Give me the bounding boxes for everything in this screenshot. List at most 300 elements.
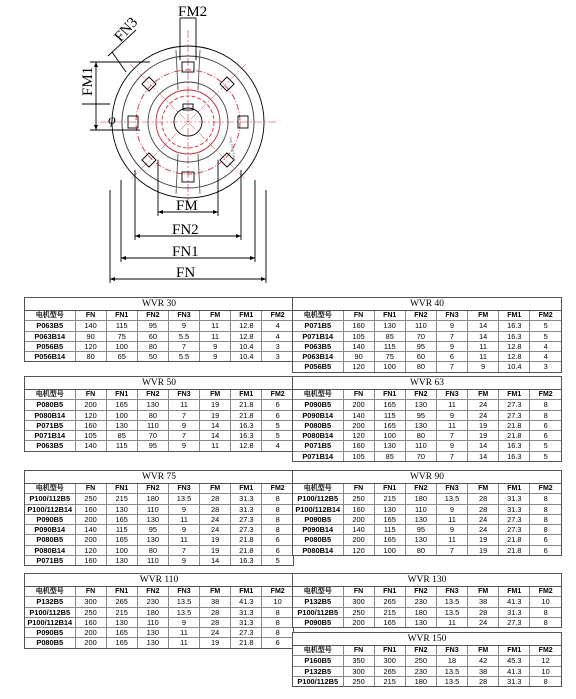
column-header: FN3 xyxy=(436,646,467,656)
dimension-cell: 230 xyxy=(137,597,168,607)
dimension-cell: 120 xyxy=(75,410,106,420)
motor-model-cell: P100/112B5 xyxy=(293,607,343,617)
dimension-cell: 9 xyxy=(436,504,467,514)
dimension-cell: 5 xyxy=(262,431,293,441)
label-phi: φ xyxy=(108,113,116,128)
label-fm: FM xyxy=(176,198,198,214)
dimension-cell: 11 xyxy=(436,420,467,430)
motor-model-cell: P071B5 xyxy=(293,321,343,331)
dimension-cell: 11 xyxy=(436,400,467,410)
dimension-cell: 160 xyxy=(343,441,374,451)
table-row xyxy=(293,535,561,545)
dimension-cell: 28 xyxy=(200,504,231,514)
dimension-cell: 130 xyxy=(405,514,436,524)
dimension-cell: 8 xyxy=(543,676,548,686)
dimension-cell: 230 xyxy=(405,597,436,607)
dimension-cell: 31.3 xyxy=(231,494,262,504)
spec-table xyxy=(292,632,562,687)
spec-table xyxy=(292,297,562,373)
dimension-cell: 105 xyxy=(343,451,374,461)
dimension-cell: 24 xyxy=(468,525,499,535)
dimension-cell: 42 xyxy=(468,656,499,666)
dimension-cell: 11 xyxy=(200,441,231,451)
dimension-cell: 38 xyxy=(200,597,231,607)
dimension-cell: 115 xyxy=(106,525,137,535)
dimension-cell: 31.3 xyxy=(499,504,530,514)
dimension-cell: 200 xyxy=(75,638,106,648)
dimension-cell: 165 xyxy=(374,400,405,410)
motor-model-cell: P071B14 xyxy=(25,431,75,441)
dimension-cell: 265 xyxy=(374,597,405,607)
table-row xyxy=(293,607,561,617)
dimension-cell: 110 xyxy=(405,321,436,331)
dimension-cell: 6 xyxy=(262,535,293,545)
dimension-cell: 140 xyxy=(343,341,374,351)
table-row xyxy=(25,638,293,648)
dimension-cell: 265 xyxy=(106,597,137,607)
dimension-cell: 5 xyxy=(530,321,561,331)
dimension-cell: 13.5 xyxy=(168,597,199,607)
dimension-cell: 70 xyxy=(405,331,436,341)
dimension-cell: 65 xyxy=(106,352,137,362)
dimension-cell: 31.3 xyxy=(499,494,530,504)
dimension-cell: 19 xyxy=(468,535,499,545)
dimension-cell: 75 xyxy=(374,352,405,362)
table-row xyxy=(293,494,561,504)
dimension-cell: 6 xyxy=(262,400,293,410)
dimension-cell: 85 xyxy=(106,431,137,441)
dimension-cell: 115 xyxy=(106,321,137,331)
spec-table xyxy=(24,376,294,452)
dimension-cell: 11 xyxy=(468,341,499,351)
dimension-cell: 11 xyxy=(168,535,199,545)
dimension-cell: 16.3 xyxy=(499,451,530,461)
dimension-cell: 8 xyxy=(530,607,561,617)
dimension-cell: 14 xyxy=(200,431,231,441)
spec-table xyxy=(292,573,562,628)
column-header: FN2 xyxy=(405,646,436,656)
motor-model-cell: P132B5 xyxy=(25,597,75,607)
dimension-cell: 27.3 xyxy=(499,400,530,410)
dimension-cell: 350 xyxy=(343,656,374,666)
column-header: FN2 xyxy=(405,484,436,494)
column-header: FN xyxy=(75,311,106,321)
dimension-cell: 8 xyxy=(530,514,561,524)
dimension-cell: 9 xyxy=(168,525,199,535)
motor-model-cell: P080B14 xyxy=(25,410,75,420)
dimension-cell: 28 xyxy=(200,607,231,617)
dimension-cell: 115 xyxy=(374,410,405,420)
dimension-cell: 215 xyxy=(374,494,405,504)
column-header: 电机型号 xyxy=(25,390,75,400)
dimension-cell: 16.3 xyxy=(231,556,262,566)
dimension-cell: 180 xyxy=(405,676,436,686)
table-header-row xyxy=(293,484,561,494)
dimension-cell: 115 xyxy=(106,441,137,451)
dimension-cell: 4 xyxy=(262,321,293,331)
motor-model-cell: P080B14 xyxy=(293,431,343,441)
motor-model-cell: P071B5 xyxy=(25,556,75,566)
dimension-cell: 5 xyxy=(262,420,293,430)
motor-model-cell: P056B14 xyxy=(25,352,75,362)
column-header: FN2 xyxy=(405,390,436,400)
dimension-cell: 24 xyxy=(468,410,499,420)
dimension-cell: 130 xyxy=(106,420,137,430)
column-header: FM1 xyxy=(231,311,262,321)
dimension-cell: 19 xyxy=(200,545,231,555)
table-row xyxy=(25,556,293,566)
dimension-cell: 9 xyxy=(200,352,231,362)
dimension-cell: 7 xyxy=(436,431,467,441)
dimension-cell: 11 xyxy=(168,514,199,524)
column-header: 电机型号 xyxy=(293,587,343,597)
table-title: WVR 63 xyxy=(293,377,561,390)
column-header: 电机型号 xyxy=(25,311,75,321)
column-header: FM2 xyxy=(530,390,561,400)
dimension-cell: 250 xyxy=(75,607,106,617)
dimension-cell: 27.3 xyxy=(231,628,262,638)
dimension-cell: 120 xyxy=(75,545,106,555)
dimension-cell: 95 xyxy=(137,525,168,535)
motor-model-cell: P090B5 xyxy=(25,628,75,638)
dimension-cell: 14 xyxy=(468,451,499,461)
dimension-cell: 250 xyxy=(405,656,436,666)
dimension-cell: 19 xyxy=(200,410,231,420)
dimension-cell: 9 xyxy=(200,341,231,351)
dimension-cell: 8 xyxy=(262,514,293,524)
column-header: FM1 xyxy=(231,587,262,597)
motor-model-cell: P063B14 xyxy=(25,331,75,341)
dimension-cell: 14 xyxy=(200,556,231,566)
dimension-cell: 10.4 xyxy=(231,341,262,351)
motor-model-cell: P071B14 xyxy=(293,331,343,341)
dimension-cell: 24 xyxy=(200,514,231,524)
dimension-cell: 19 xyxy=(200,400,231,410)
column-header: FN3 xyxy=(436,587,467,597)
table-row xyxy=(25,607,293,617)
table-row xyxy=(25,545,293,555)
dimension-cell: 165 xyxy=(374,535,405,545)
dimension-cell: 95 xyxy=(137,321,168,331)
dimension-cell: 21.8 xyxy=(499,545,530,555)
dimension-cell: 140 xyxy=(75,321,106,331)
dimension-cell: 21.8 xyxy=(231,410,262,420)
motor-model-cell: P090B5 xyxy=(293,400,343,410)
dimension-cell: 13.5 xyxy=(436,494,467,504)
dimension-cell: 130 xyxy=(405,420,436,430)
dimension-cell: 200 xyxy=(75,400,106,410)
dimension-cell: 24 xyxy=(200,628,231,638)
dimension-cell: 10 xyxy=(530,666,561,676)
dimension-cell: 80 xyxy=(137,410,168,420)
dimension-cell: 300 xyxy=(75,597,106,607)
dimension-cell: 14 xyxy=(468,441,499,451)
dimension-cell: 9 xyxy=(168,617,199,627)
motor-model-cell: P063B5 xyxy=(25,441,75,451)
motor-model-cell: P090B14 xyxy=(293,410,343,420)
dimension-cell: 12 xyxy=(530,656,561,666)
dimension-cell: 10 xyxy=(262,597,293,607)
dimension-cell: 160 xyxy=(75,556,106,566)
table-row xyxy=(293,451,561,461)
motor-model-cell: P056B5 xyxy=(25,341,75,351)
dimension-cell: 100 xyxy=(374,431,405,441)
dimension-cell: 21.8 xyxy=(231,638,262,648)
dimension-cell: 12.8 xyxy=(231,321,262,331)
dimension-cell: 8 xyxy=(262,504,293,514)
table-row xyxy=(25,514,293,524)
dimension-cell: 14 xyxy=(200,420,231,430)
dimension-cell: 6 xyxy=(262,545,293,555)
dimension-cell: 80 xyxy=(405,362,436,372)
motor-model-cell: P080B14 xyxy=(25,545,75,555)
table-row xyxy=(293,656,561,666)
column-header: FM xyxy=(200,587,231,597)
dimension-cell: 21.8 xyxy=(499,420,530,430)
column-header: FN3 xyxy=(436,390,467,400)
dimension-cell: 5 xyxy=(530,331,561,341)
dimension-cell: 4 xyxy=(262,331,293,341)
column-header: FM xyxy=(200,390,231,400)
table-header-row xyxy=(293,646,561,656)
dimension-cell: 31.3 xyxy=(499,607,530,617)
column-header: 电机型号 xyxy=(293,390,343,400)
column-header: FM xyxy=(200,484,231,494)
dimension-cell: 8 xyxy=(530,494,561,504)
dimension-cell: 120 xyxy=(343,362,374,372)
dimension-cell: 70 xyxy=(405,451,436,461)
table-row xyxy=(25,525,293,535)
dimension-cell: 180 xyxy=(405,607,436,617)
table-row xyxy=(293,400,561,410)
dimension-cell: 300 xyxy=(343,666,374,676)
dimension-cell: 130 xyxy=(374,441,405,451)
dimension-cell: 80 xyxy=(405,545,436,555)
dimension-cell: 6 xyxy=(275,638,280,648)
dimension-cell: 50 xyxy=(137,352,168,362)
dimension-cell: 70 xyxy=(137,431,168,441)
dimension-cell: 7 xyxy=(168,410,199,420)
dimension-cell: 19 xyxy=(468,431,499,441)
column-header: FN2 xyxy=(137,311,168,321)
dimension-cell: 7 xyxy=(436,362,467,372)
column-header: FM xyxy=(468,646,499,656)
motor-model-cell: P080B5 xyxy=(25,400,75,410)
table-row xyxy=(293,321,561,331)
table-row xyxy=(25,321,293,331)
dimension-cell: 130 xyxy=(137,628,168,638)
column-header: FN1 xyxy=(106,587,137,597)
dimension-cell: 5 xyxy=(530,441,561,451)
dimension-cell: 60 xyxy=(137,331,168,341)
dimension-cell: 85 xyxy=(374,451,405,461)
dimension-cell: 45.3 xyxy=(499,656,530,666)
dimension-cell: 110 xyxy=(137,617,168,627)
column-header: FN1 xyxy=(374,587,405,597)
dimension-cell: 6 xyxy=(530,431,561,441)
dimension-cell: 115 xyxy=(374,525,405,535)
dimension-cell: 9 xyxy=(168,321,199,331)
table-row xyxy=(25,504,293,514)
column-header: FN xyxy=(343,587,374,597)
dimension-cell: 215 xyxy=(374,607,405,617)
dimension-cell: 21.8 xyxy=(231,400,262,410)
dimension-cell: 8 xyxy=(262,494,293,504)
dimension-cell: 5.5 xyxy=(168,352,199,362)
motor-model-cell: P090B5 xyxy=(293,514,343,524)
table-title: WVR 75 xyxy=(25,471,293,484)
table-row xyxy=(25,441,293,451)
table-row xyxy=(25,617,293,627)
dimension-cell: 120 xyxy=(343,545,374,555)
dimension-cell: 10 xyxy=(530,597,561,607)
dimension-cell: 230 xyxy=(405,666,436,676)
dimension-cell: 100 xyxy=(106,341,137,351)
dimension-cell: 14 xyxy=(468,321,499,331)
dimension-cell: 19 xyxy=(468,420,499,430)
dimension-cell: 8 xyxy=(530,400,561,410)
column-header: FN1 xyxy=(106,484,137,494)
column-header: 电机型号 xyxy=(293,484,343,494)
dimension-cell: 215 xyxy=(374,676,405,686)
column-header: FN2 xyxy=(405,587,436,597)
dimension-cell: 6 xyxy=(543,545,548,555)
column-header: FM1 xyxy=(499,484,530,494)
dimension-cell: 24 xyxy=(200,525,231,535)
table-title: WVR 130 xyxy=(293,574,561,587)
dimension-cell: 27.3 xyxy=(499,525,530,535)
column-header: FM2 xyxy=(530,484,561,494)
dimension-cell: 200 xyxy=(343,420,374,430)
table-row xyxy=(293,666,561,676)
motor-model-cell: P160B5 xyxy=(293,656,343,666)
dimension-cell: 80 xyxy=(137,545,168,555)
dimension-cell: 16.3 xyxy=(231,420,262,430)
dimension-cell: 4 xyxy=(530,352,561,362)
dimension-cell: 130 xyxy=(405,617,436,627)
dimension-cell: 11 xyxy=(200,321,231,331)
dimension-cell: 4 xyxy=(275,441,280,451)
dimension-cell: 200 xyxy=(343,535,374,545)
dimension-cell: 105 xyxy=(343,331,374,341)
dimension-cell: 130 xyxy=(374,504,405,514)
dimension-cell: 19 xyxy=(468,545,499,555)
column-header: FN2 xyxy=(405,311,436,321)
dimension-cell: 9 xyxy=(168,420,199,430)
column-header: FN xyxy=(75,390,106,400)
column-header: FM1 xyxy=(499,646,530,656)
dimension-cell: 100 xyxy=(374,545,405,555)
column-header: FM xyxy=(468,587,499,597)
dimension-cell: 7 xyxy=(436,545,467,555)
dimension-cell: 11 xyxy=(168,628,199,638)
dimension-cell: 28 xyxy=(468,607,499,617)
dimension-cell: 100 xyxy=(374,362,405,372)
column-header: FM xyxy=(468,390,499,400)
table-title: WVR 110 xyxy=(25,574,293,587)
column-header: FM1 xyxy=(499,587,530,597)
dimension-cell: 10.4 xyxy=(231,352,262,362)
dimension-cell: 8 xyxy=(530,410,561,420)
dimension-cell: 11 xyxy=(168,638,199,648)
label-fn1: FN1 xyxy=(172,244,199,260)
dimension-cell: 250 xyxy=(343,494,374,504)
column-header: FN1 xyxy=(106,311,137,321)
motor-model-cell: P071B5 xyxy=(293,441,343,451)
table-row xyxy=(25,535,293,545)
motor-model-cell: P100/112B5 xyxy=(25,607,75,617)
table-row xyxy=(293,352,561,362)
column-header: FN3 xyxy=(436,311,467,321)
dimension-cell: 21.8 xyxy=(499,535,530,545)
dimension-cell: 100 xyxy=(106,410,137,420)
dimension-cell: 31.3 xyxy=(231,504,262,514)
table-header-row xyxy=(293,587,561,597)
spec-table xyxy=(24,573,294,649)
column-header: FN3 xyxy=(168,311,199,321)
dimension-cell: 13.5 xyxy=(436,676,467,686)
dimension-cell: 105 xyxy=(75,431,106,441)
dimension-cell: 160 xyxy=(343,321,374,331)
dimension-cell: 165 xyxy=(374,617,405,627)
dimension-cell: 38 xyxy=(468,597,499,607)
dimension-cell: 165 xyxy=(106,535,137,545)
dimension-cell: 250 xyxy=(343,676,374,686)
dimension-cell: 8 xyxy=(262,628,293,638)
dimension-cell: 110 xyxy=(137,504,168,514)
table-title: WVR 40 xyxy=(293,298,561,311)
dimension-cell: 16.3 xyxy=(231,431,262,441)
column-header: FN2 xyxy=(137,484,168,494)
dimension-cell: 13.5 xyxy=(168,494,199,504)
motor-model-cell: P063B5 xyxy=(25,321,75,331)
label-fn: FN xyxy=(176,265,196,281)
dimension-cell: 250 xyxy=(75,494,106,504)
table-row xyxy=(25,341,293,351)
column-header: FM2 xyxy=(262,311,293,321)
dimension-cell: 28 xyxy=(200,617,231,627)
dimension-cell: 10.4 xyxy=(499,362,530,372)
table-row xyxy=(25,331,293,341)
dimension-cell: 90 xyxy=(75,331,106,341)
dimension-cell: 130 xyxy=(106,504,137,514)
dimension-cell: 8 xyxy=(530,525,561,535)
dimension-cell: 130 xyxy=(137,535,168,545)
table-header-row xyxy=(293,390,561,400)
table-title: WVR 50 xyxy=(25,377,293,390)
dimension-cell: 95 xyxy=(405,341,436,351)
dimension-cell: 215 xyxy=(106,607,137,617)
column-header: FN1 xyxy=(374,646,405,656)
dimension-cell: 8 xyxy=(262,525,293,535)
column-header: FN xyxy=(343,484,374,494)
dimension-cell: 110 xyxy=(137,420,168,430)
column-header: FM2 xyxy=(262,390,293,400)
column-header: FM1 xyxy=(499,311,530,321)
table-row xyxy=(293,504,561,514)
dimension-cell: 14 xyxy=(468,331,499,341)
flange-drawing xyxy=(0,0,576,292)
table-row xyxy=(25,431,293,441)
dimension-cell: 200 xyxy=(75,628,106,638)
dimension-cell: 130 xyxy=(137,638,168,648)
spec-table xyxy=(24,470,294,566)
motor-model-cell: P063B14 xyxy=(293,352,343,362)
dimension-cell: 180 xyxy=(137,494,168,504)
dimension-cell: 60 xyxy=(405,352,436,362)
dimension-cell: 120 xyxy=(343,431,374,441)
motor-model-cell: P100/112B14 xyxy=(25,617,75,627)
